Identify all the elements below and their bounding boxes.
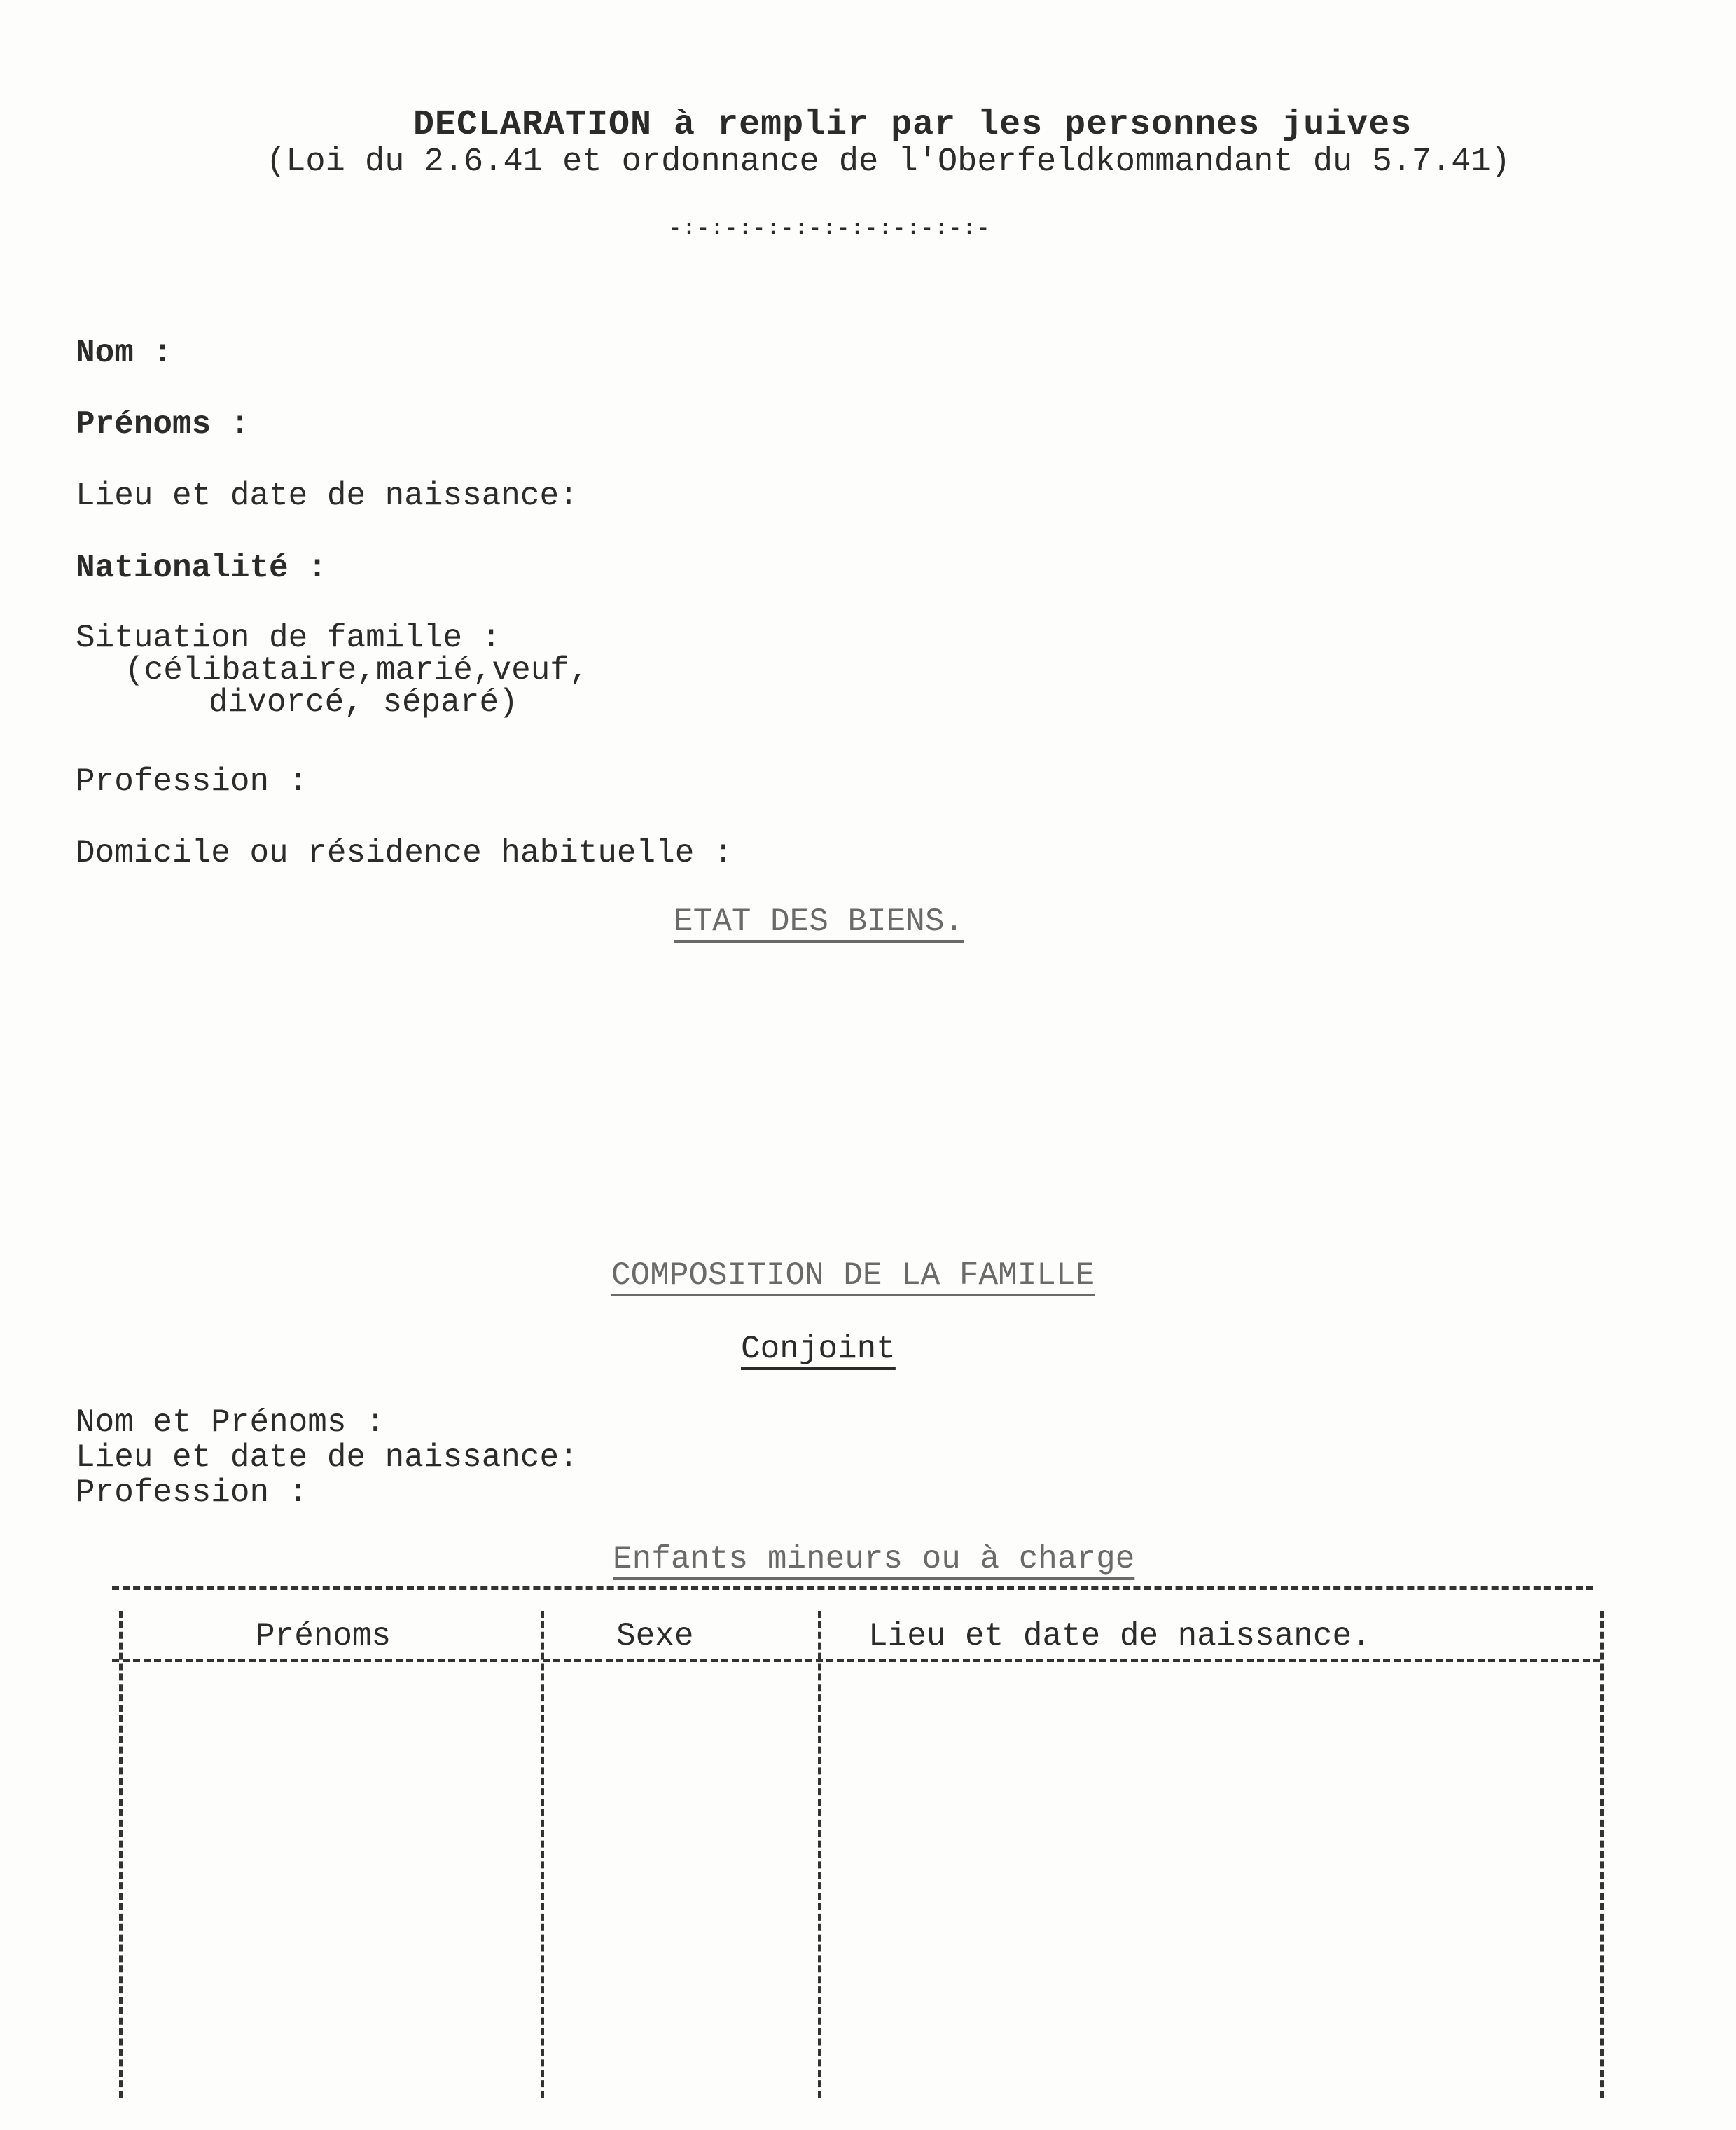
table-top-border	[112, 1586, 1593, 1590]
title-separator: -:-:-:-:-:-:-:-:-:-:-:-	[669, 217, 992, 241]
field-domicile: Domicile ou résidence habituelle :	[76, 835, 733, 871]
conjoint-profession: Profession :	[76, 1474, 308, 1511]
situation-options-2: divorcé, séparé)	[209, 684, 518, 721]
conjoint-nom-prenoms: Nom et Prénoms :	[76, 1404, 385, 1441]
field-profession: Profession :	[76, 763, 308, 800]
field-situation-famille	[76, 620, 589, 721]
form-title: DECLARATION à remplir par les personnes juives	[413, 105, 1412, 145]
composition-famille-heading: COMPOSITION DE LA FAMILLE	[611, 1257, 1095, 1294]
enfants-heading: Enfants mineurs ou à charge	[613, 1541, 1135, 1577]
form-subtitle: (Loi du 2.6.41 et ordonnance de l'Oberfeldkommandant du 5.7.41)	[266, 144, 1511, 181]
table-header-divider	[112, 1659, 1600, 1662]
conjoint-heading: Conjoint	[741, 1331, 896, 1367]
field-nationalite: Nationalité :	[76, 550, 327, 586]
situation-label: Situation de famille :	[76, 620, 501, 656]
field-nom: Nom :	[76, 335, 173, 371]
col-header-prenoms: Prénoms	[256, 1618, 391, 1654]
enfants-table	[112, 1579, 1611, 2098]
table-col-divider-2	[818, 1611, 821, 2098]
col-header-sexe: Sexe	[616, 1618, 694, 1654]
field-prenoms: Prénoms :	[76, 406, 250, 443]
table-col-divider-1	[541, 1611, 544, 2098]
table-left-border	[119, 1611, 123, 2098]
col-header-lieu-date: Lieu et date de naissance.	[868, 1618, 1371, 1654]
etat-des-biens-heading: ETAT DES BIENS.	[674, 904, 964, 940]
situation-options-1: (célibataire,marié,veuf,	[125, 652, 589, 689]
conjoint-lieu-date: Lieu et date de naissance:	[76, 1439, 578, 1476]
field-lieu-date-naissance: Lieu et date de naissance:	[76, 478, 578, 514]
table-right-border	[1600, 1611, 1604, 2098]
